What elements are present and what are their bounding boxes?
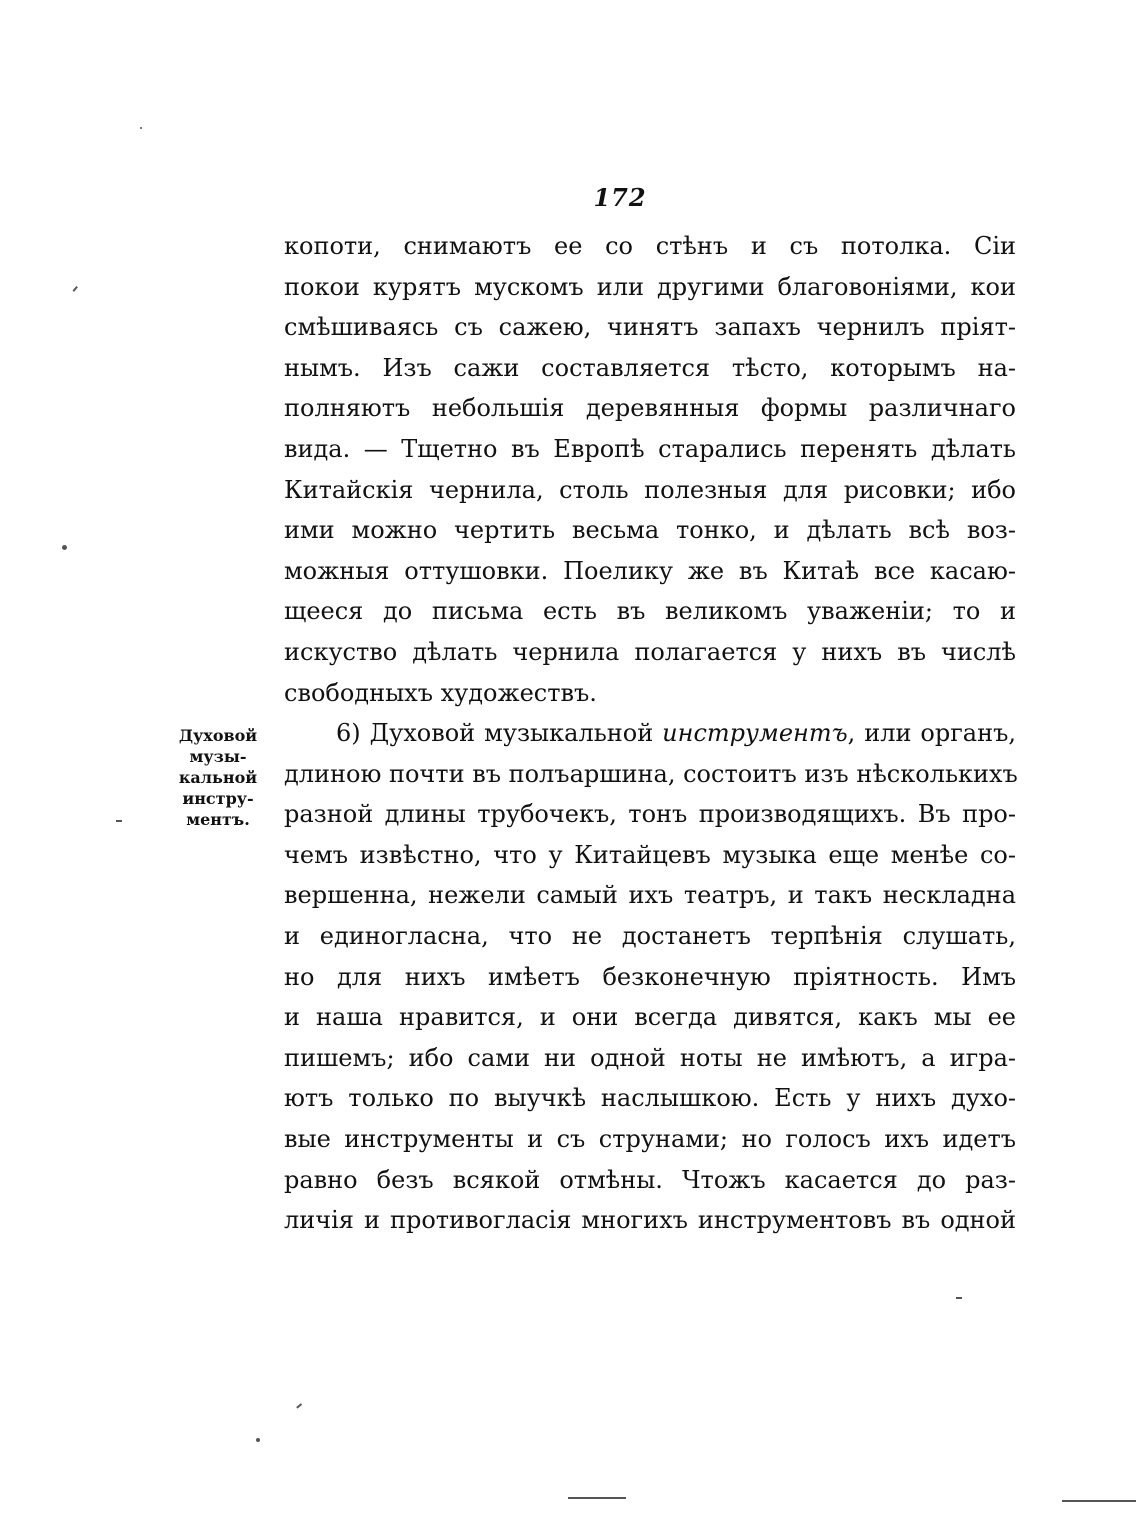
text-line: личія и противогласія многихъ инструментовъ въ одной <box>284 1206 1016 1235</box>
margin-note-line: Духовой <box>178 726 258 745</box>
text-line: вершенна, нежели самый ихъ театръ, и такъ нескладна <box>284 881 1016 910</box>
text-line: копоти, снимаютъ ее со стѣнъ и съ потолка. Сіи <box>284 232 1016 260</box>
page-number: 172 <box>593 183 647 212</box>
text-line: свободныхъ художествъ. <box>284 678 597 707</box>
margin-note-line: ментъ. <box>186 810 250 829</box>
text-line: вые инструменты и съ струнами; но голосъ ихъ идетъ <box>284 1124 1016 1153</box>
text-line: и единогласна, что не достанетъ терпѣнія слушать, <box>284 921 1016 950</box>
scan-mark <box>296 1403 302 1408</box>
scan-mark <box>72 286 77 292</box>
paragraph-ink-making <box>284 226 1016 713</box>
text-line: нымъ. Изъ сажи составляется тѣсто, которымъ на- <box>284 353 1016 382</box>
text-line: пишемъ; ибо сами ни одной ноты не имѣютъ, а игра- <box>284 1043 1016 1072</box>
text-line: покои курятъ мускомъ или другими благовоніями, кои <box>284 272 1016 301</box>
text-line: но для нихъ имѣетъ безконечную пріятность. Имъ <box>284 962 1016 991</box>
text-line: полняютъ небольшія деревянныя формы различнаго <box>284 394 1016 423</box>
scan-mark <box>116 820 122 822</box>
text-line: вида. — Тщетно въ Европѣ старались перенять дѣлать <box>284 434 1016 463</box>
text-line: Китайскія чернила, столь полезныя для рисовки; ибо <box>284 475 1016 504</box>
margin-note-line: музы- <box>189 747 247 766</box>
text-line: ими можно чертить весьма тонко, и дѣлать всѣ воз- <box>284 516 1016 545</box>
margin-note-line: кальной <box>178 768 258 787</box>
scan-speck <box>62 545 67 550</box>
text-line: смѣшиваясь съ сажею, чинятъ запахъ чернилъ пріят- <box>284 313 1016 342</box>
text-line: ютъ только по выучкѣ наслышкою. Есть у нихъ духо- <box>284 1084 1016 1113</box>
text-line: равно безъ всякой отмѣны. Чтожъ касается до раз- <box>284 1165 1016 1194</box>
text-line: щееся до письма есть въ великомъ уваженіи; то и <box>284 597 1016 626</box>
text-line: искуство дѣлать чернила полагается у нихъ въ числѣ <box>284 637 1016 666</box>
text-line-first <box>284 713 1016 754</box>
text-line: разной длины трубочекъ, тонъ производящихъ. Въ про- <box>284 800 1016 829</box>
scan-speck <box>140 127 142 129</box>
scan-mark <box>956 1297 962 1299</box>
paragraph-wind-instrument <box>284 713 1016 1241</box>
text-segment: , или органъ, <box>847 719 1016 747</box>
margin-note-line: инстру- <box>182 789 254 808</box>
scan-speck <box>256 1438 260 1442</box>
scan-mark <box>1062 1500 1136 1502</box>
text-line: чемъ извѣстно, что у Китайцевъ музыка еще менѣе со- <box>284 840 1016 869</box>
text-line: длиною почти въ полъаршина, состоитъ изъ нѣсколькихъ <box>284 759 1018 788</box>
text-line: и наша нравится, и они всегда дивятся, какъ мы ее <box>284 1003 1016 1032</box>
text-line: можныя оттушовки. Поелику же въ Китаѣ все касаю- <box>284 556 1016 585</box>
margin-note <box>158 725 278 830</box>
text-segment: 6) Духовой музыкальной <box>336 719 663 747</box>
scan-mark <box>568 1497 626 1499</box>
italic-term: инструментъ <box>662 719 848 747</box>
